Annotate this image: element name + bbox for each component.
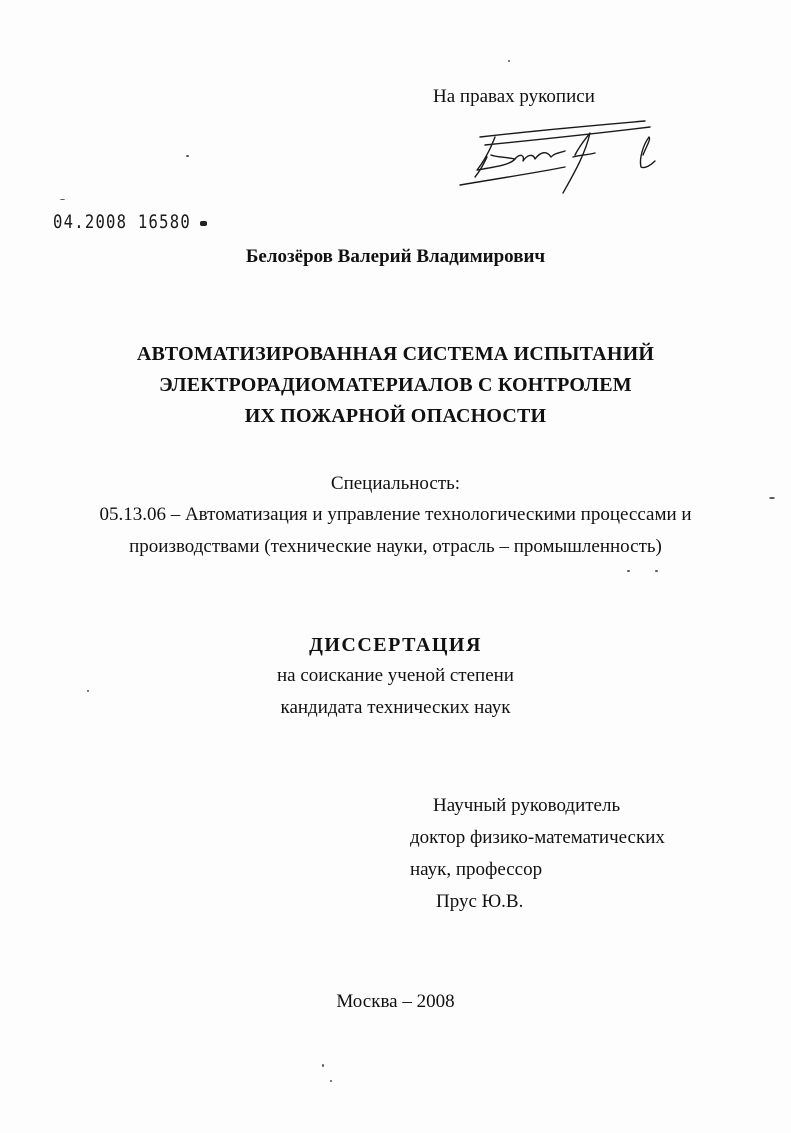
title-line-2: ЭЛЕКТРОРАДИОМАТЕРИАЛОВ С КОНТРОЛЕМ	[159, 374, 632, 396]
title-line-3: ИХ ПОЖАРНОЙ ОПАСНОСТИ	[244, 405, 547, 427]
supervisor-name: Прус Ю.В.	[436, 891, 524, 912]
author-name: Белозёров Валерий Владимирович	[245, 246, 546, 267]
degree-line-1: на соискание ученой степени	[277, 665, 514, 686]
supervisor-title-line-1: доктор физико-математических	[410, 827, 665, 848]
specialty-line-2: производствами (технические науки, отрасль – промышленность)	[129, 536, 662, 557]
city-year: Москва – 2008	[336, 991, 455, 1012]
supervisor-role: Научный руководитель	[433, 795, 621, 816]
document-type-heading: ДИССЕРТАЦИЯ	[309, 634, 482, 656]
scan-speck	[60, 199, 65, 200]
supervisor-title-line-2: наук, профессор	[410, 859, 543, 880]
scan-speck	[87, 690, 89, 692]
scan-speck	[769, 497, 775, 499]
specialty-label: Специальность:	[330, 473, 461, 494]
scan-speck	[186, 155, 189, 157]
scan-speck	[655, 570, 658, 572]
signature-icon	[455, 115, 680, 195]
scan-speck	[330, 1080, 332, 1082]
archive-number: 04.2008 16580	[53, 211, 191, 233]
scan-speck	[508, 60, 510, 62]
manuscript-note: На правах рукописи	[433, 86, 595, 107]
stamp-dot	[200, 221, 207, 226]
scan-speck	[627, 570, 630, 572]
degree-line-2: кандидата технических наук	[280, 697, 511, 718]
scan-speck	[322, 1064, 324, 1067]
specialty-line-1: 05.13.06 – Автоматизация и управление технологическими процессами и	[99, 504, 692, 525]
title-line-1: АВТОМАТИЗИРОВАННАЯ СИСТЕМА ИСПЫТАНИЙ	[136, 343, 655, 365]
